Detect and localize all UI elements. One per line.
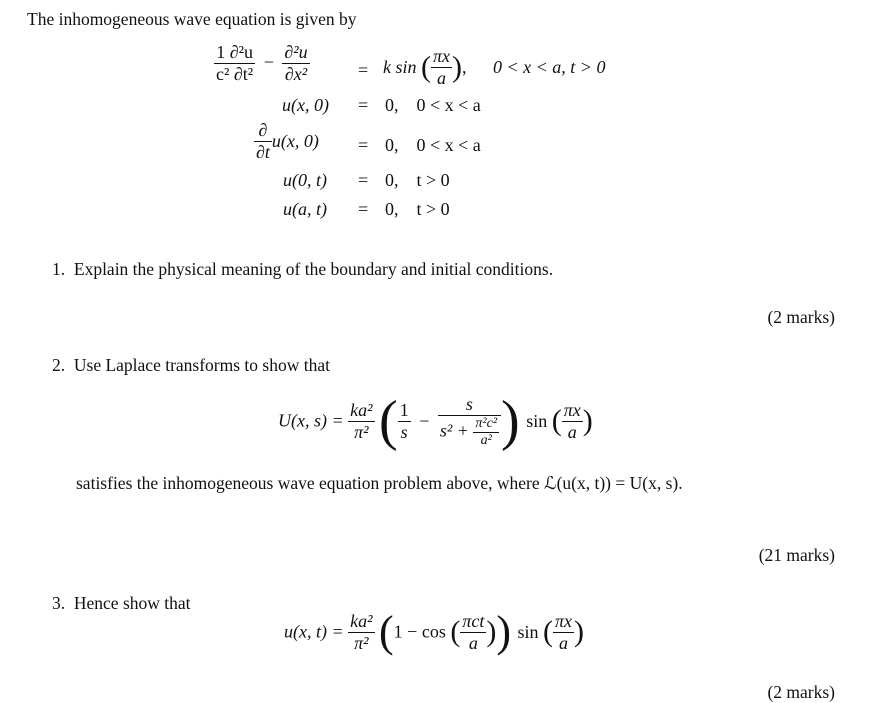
bc2-rhs: 0, t > 0 <box>385 199 450 219</box>
question-2 <box>52 355 330 376</box>
question-2-marks: (21 marks) <box>758 545 835 565</box>
bc2-equals: = <box>358 199 369 219</box>
ic1-lhs: u(x, 0) <box>282 95 329 115</box>
pde-rhs: k sin ( $\frac{\pi x}{a}$ ), 0 < x < a, t > 0 <box>383 46 606 88</box>
question-1-number: 1. <box>52 259 66 279</box>
ic2-equals: = <box>358 135 369 155</box>
question-2-after-text: satisfies the inhomogeneous wave equation problem above, where ℒ(u(x, t)) = U(x, s). <box>76 473 683 493</box>
bc1-lhs: u(0, t) <box>283 170 327 190</box>
question-3 <box>52 593 191 614</box>
question-1 <box>52 259 553 280</box>
pde-lhs: $\frac{\text{1 ∂²u}}{\text{c² ∂t²}}$ − $\frac{\text{∂²u}}{\text{∂x²}}$ <box>216 42 308 84</box>
solution-formula: u(x, t) = $\frac{\text{ka²}}{\text{π²}}$ (1 − cos ( $\frac{\text{πct}}{a}$ )) sin ( $\frac{\pi x}{a}$ ) <box>284 607 585 656</box>
question-2-text: Use Laplace transforms to show that <box>73 355 330 375</box>
question-1-marks: (2 marks) <box>767 307 835 327</box>
bc2-lhs: u(a, t) <box>283 199 327 219</box>
ic1-equals: = <box>358 95 369 115</box>
ic1-rhs: 0, 0 < x < a <box>385 95 481 115</box>
bc1-rhs: 0, t > 0 <box>385 170 450 190</box>
pde-equals: = <box>358 60 369 80</box>
space-term-fraction: $\frac{\text{∂²u}}{\text{∂x²}}$ <box>284 42 308 84</box>
laplace-formula: U(x, s) = $\frac{\text{ka²}}{\text{π²}}$ ( $\frac{1}{s}$ − s s² + $\frac{\text{π²c²}}{\text{a²}}$ ) sin ( $\frac{\pi x}{a}$ ) <box>278 390 593 452</box>
question-1-text: Explain the physical meaning of the boundary and initial conditions. <box>73 259 554 279</box>
question-3-marks: (2 marks) <box>767 682 835 702</box>
question-2-number: 2. <box>52 355 66 375</box>
time-term-fraction: $\frac{\text{1 ∂²u}}{\text{c² ∂t²}}$ <box>216 42 254 84</box>
intro-text: The inhomogeneous wave equation is given by <box>27 9 357 29</box>
question-3-number: 3. <box>52 593 66 613</box>
question-3-text: Hence show that <box>73 593 191 613</box>
bc1-equals: = <box>358 170 369 190</box>
ic2-rhs: 0, 0 < x < a <box>385 135 481 155</box>
ic2-lhs: $\frac{\partial}{\partial t}$ u(x, 0) <box>256 120 319 162</box>
